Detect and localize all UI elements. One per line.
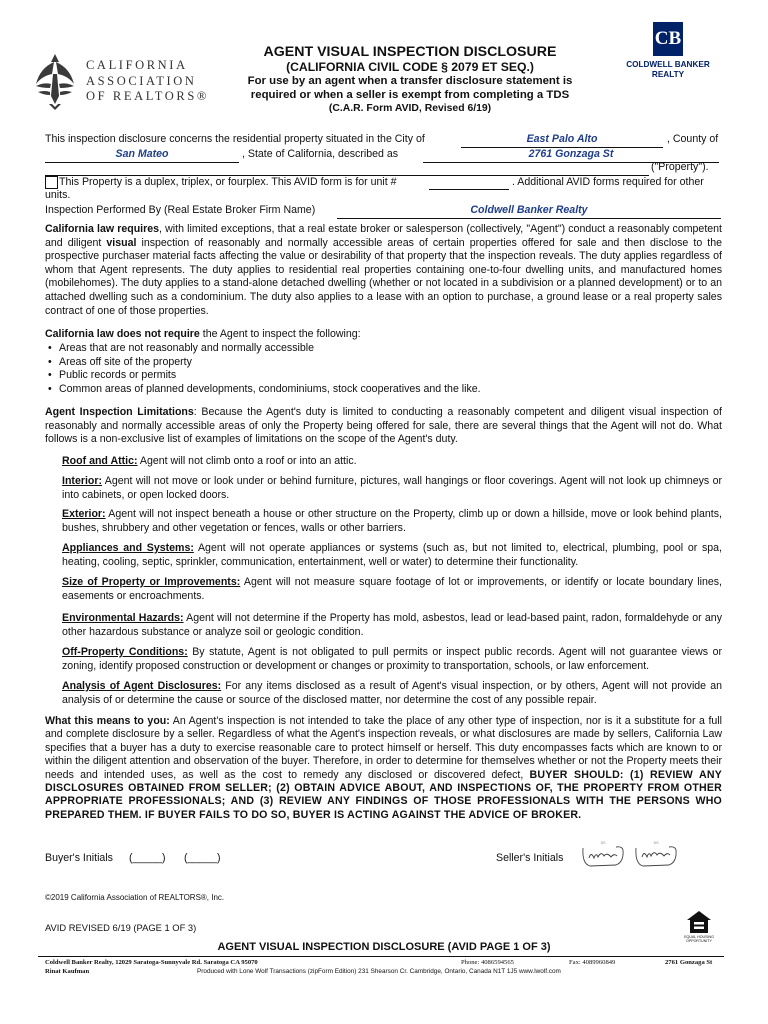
limitation-roof [62,455,722,469]
limitations-lead: Agent Inspection Limitations [45,406,194,418]
law-requires-visual: visual [106,236,137,249]
limitation-label: Interior: [62,475,103,487]
limitation-text: Agent will not move or look under or behind furniture, pictures, wall hangings or floor coverings. Agent will not look up chimneys or into cabinets, or open locked doors. [62,475,722,501]
inspected-by-label: Inspection Performed By (Real Estate Broker Firm Name) [45,204,316,216]
car-logo-line: ASSOCIATION [86,73,197,88]
form-subtitle: (CALIFORNIA CIVIL CODE § 2079 ET SEQ.) [286,60,534,74]
limitation-exterior [62,508,722,535]
limitation-text: Agent will not operate appliances or systems (such as, but not limited to, electrical, plumbing, pool or spa, heating, cooling, septic, sprinkler, communication, entertainment, well or water) to determine their functionality. [62,542,722,568]
law-requires-lead: California law requires [45,223,160,235]
property-label: ("Property"). [651,161,709,173]
buyer-initials-field-1[interactable]: (_____) [129,852,166,864]
meaning-caps: BUYER SHOULD: (1) REVIEW ANY DISCLOSURES OBTAINED FROM SELLER; (2) OBTAIN ADVICE ABOUT, AND INSPECTIONS OF, THE PROPERTY FROM OTHER APPROPRIATE PROFESSIONALS; AND (3) REVIEW ANY FINDINGS OF THOSE PROFESSIONALS WITH THE PERSONS WHO PREPARED THEM. IF BUYER FAILS TO DO SO, BUYER IS ACTING AGAINST THE ADVICE OF BROKER. [45,768,722,821]
not-require-list [45,342,722,396]
buyer-initials-label: Buyer's Initials [45,852,113,864]
form-use-line: For use by an agent when a transfer disclosure statement is [247,75,573,87]
limitation-label: Analysis of Agent Disclosures: [62,680,222,692]
footer-rule [38,956,724,957]
address-field[interactable]: 2761 Gonzaga St [423,148,719,163]
page-footer-title: AGENT VISUAL INSPECTION DISCLOSURE (AVID PAGE 1 OF 3) [217,941,551,953]
office-info: Coldwell Banker Realty, 12029 Saratoga-Sunnyvale Rd. Saratoga CA 95070 [45,959,258,966]
limitation-environmental [62,612,722,639]
form-reference: (C.A.R. Form AVID, Revised 6/19) [328,103,492,114]
equal-housing-caption: EQUAL HOUSING OPPORTUNITY [684,935,714,944]
unit-field[interactable] [429,176,509,190]
property-short-address: 2761 Gonzaga St [665,959,713,966]
limitation-off-property [62,646,722,673]
law-requires-paragraph [45,223,722,318]
svg-text:DS: DS [653,841,659,845]
property-intro: This inspection disclosure concerns the residential property situated in the City of [45,133,425,145]
equal-housing-icon [686,910,712,934]
svg-text:DS: DS [600,841,606,845]
limitation-interior [62,475,722,502]
units-text: units. [45,189,71,201]
duplex-text: This Property is a duplex, triplex, or fourplex. This AVID form is for unit # [59,176,397,188]
limitation-text: Agent will not measure square footage of lot or improvements, or identify or locate boundary lines, easements or encroachments. [62,576,723,602]
car-logo-line: CALIFORNIA [86,58,188,72]
limitation-label: Roof and Attic: [62,455,138,467]
list-item: • Areas off site of the property [45,356,722,370]
footer-bar [45,958,725,980]
limitation-text: Agent will not climb onto a roof or into an attic. [137,455,357,467]
city-field[interactable]: East Palo Alto [461,133,663,148]
car-logo-line: OF REALTORS® [86,89,210,103]
produced-with: Produced with Lone Wolf Transactions (zipForm Edition) 231 Shearson Cr. Cambridge, Ontario, Canada N1T 1J5 www.lwolf.com [197,968,561,975]
seller-initials-field-2[interactable] [633,838,679,870]
cb-monogram-icon: CB [653,22,683,56]
not-require-text: the Agent to inspect the following: [199,328,361,340]
form-header [210,44,610,115]
form-title: AGENT VISUAL INSPECTION DISCLOSURE [263,44,557,60]
cb-name: COLDWELL BANKER [626,60,710,69]
cb-realty: REALTY [651,70,685,79]
meaning-lead: What this means to you: [45,715,170,727]
limitation-appliances [62,542,722,569]
limitation-text: Agent will not inspect beneath a house or other structure on the Property, climb up or down a hillside, move or look behind plants, bushes, shrubbery and other vegetation or fences, walls or other barriers. [62,508,722,534]
office-phone: Phone: 4086594565 [461,959,514,966]
seller-initials-field-1[interactable] [580,838,626,870]
limitation-label: Off-Property Conditions: [62,646,188,658]
state-label: , State of California, described as [242,148,399,160]
limitation-text: For any items disclosed as a result of Agent's visual inspection, or by others, Agent will not provide an analysis of or determine the cause or source of the disclosed matter, nor determine the cost of any possible repair. [62,680,722,706]
duplex-checkbox[interactable] [45,176,58,189]
form-use-line: required or when a seller is exempt from completing a TDS [250,88,570,101]
coldwell-banker-logo [626,22,710,82]
meaning-text: An Agent's inspection is not intended to take the place of any other type of inspection, nor is it a substitute for a full and complete disclosure by a seller. Regardless of what the Agent's inspection reveals, or what disclosures are made by sellers, California Law specifies that a buyer has a duty to exercise reasonable care to protect himself or herself. This duty encompasses facts which are known to or within the diligent attention and observation of the buyer. Therefore, in order to determine for themselves whether or not the Property meets their needs and intended uses, as well as the cost to remedy any disclosed or discovered defect, [45,715,722,781]
revised-line: AVID REVISED 6/19 (PAGE 1 OF 3) [45,922,197,933]
list-item: • Public records or permits [45,369,722,383]
equal-housing-logo [676,910,722,944]
law-requires-text: inspection of reasonably and normally accessible areas of certain properties offered for sale and then disclose to the prospective purchaser material facts affecting the value or desirability of that property that the inspection reveals. The duty applies regardless of whom that Agent represents. The duty applies to residential real properties containing one-to-four dwelling units, and manufactured homes (mobilehomes). The duty applies to a stand-alone detached dwelling (whether or not located in a subdivision or a planned development) or to an attached dwelling such as a condominium. The duty also applies to a lease with an option to purchase, a ground lease or a real property sales contract of one of those properties. [45,236,722,317]
limitation-size [62,576,722,603]
limitation-text: By statute, Agent is not obligated to pull permits or inspect public records. Agent will not guarantee views or zoning, identify proposed construction or development or changes or proximity to transportation, schools, or law enforcement. [62,646,723,672]
additional-text: . Additional AVID forms required for other [512,176,704,188]
limitations-text: : Because the Agent's duty is limited to conducting a reasonably competent and diligent visual inspection of reasonably and normally accessible areas of only the Property being offered for sale, there are several things that the Agent will not do. What follows is a non-exclusive list of examples of limitations on the scope of the Agent's duty. [45,406,722,446]
limitation-text: Agent will not determine if the Property has mold, asbestos, lead or lead-based paint, radon, formaldehyde or any other hazardous substance or analyze soil or geologic condition. [62,612,722,638]
limitations-paragraph [45,406,722,447]
car-eagle-icon [32,52,78,112]
not-require-heading [45,328,361,342]
list-item: • Common areas of planned developments, condominiums, stock cooperatives and the like. [45,383,722,397]
seller-initials-label: Seller's Initials [496,852,564,864]
limitation-label: Size of Property or Improvements: [62,576,241,588]
list-item: • Areas that are not reasonably and normally accessible [45,342,722,356]
car-logo [32,50,212,112]
not-require-lead: California law does not require [45,328,200,340]
law-requires-text: , with limited exceptions, that a real estate broker or salesperson (collectively, "Agent") conduct a reasonably competent and diligent [45,223,722,249]
limitation-analysis [62,680,722,707]
limitation-label: Environmental Hazards: [62,612,184,624]
agent-name: Rinat Kaufman [45,968,90,975]
limitation-label: Exterior: [62,508,106,520]
buyer-initials-field-2[interactable]: (_____) [184,852,221,864]
meaning-paragraph [45,715,722,822]
county-field[interactable]: San Mateo [45,148,239,163]
limitation-label: Appliances and Systems: [62,542,194,554]
county-label: , County of [667,133,719,145]
copyright: ©2019 California Association of REALTORS®, Inc. [45,893,225,902]
office-fax: Fax: 4089960849 [569,959,616,966]
address-line-2[interactable] [45,162,649,176]
broker-field[interactable]: Coldwell Banker Realty [337,204,721,219]
